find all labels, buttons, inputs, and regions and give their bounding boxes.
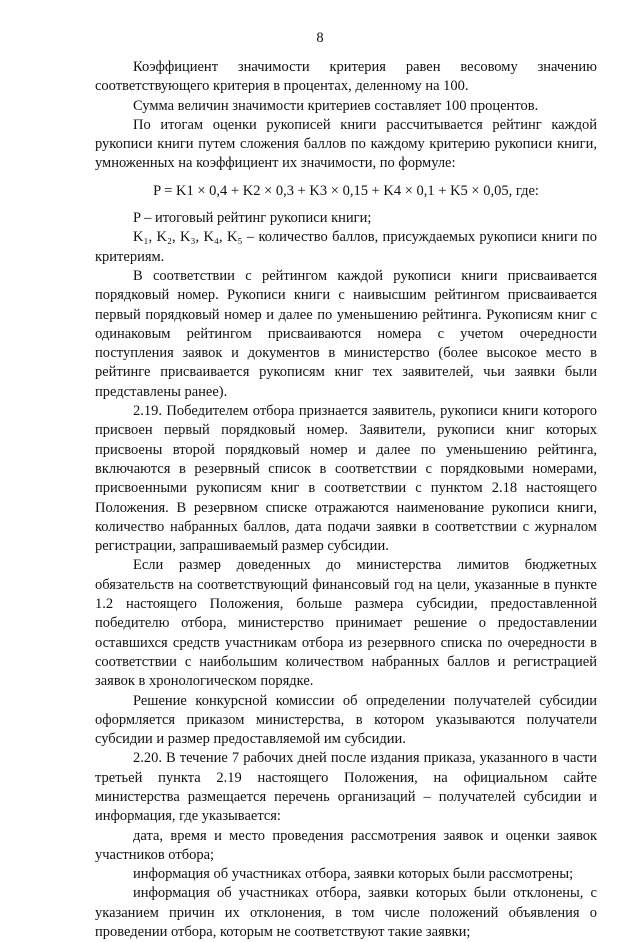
document-body — [95, 58, 597, 942]
list-item-reviewed-applications: информация об участниках отбора, заявки которых были рассмотрены; — [133, 866, 574, 883]
paragraph-2-20-publication: 2.20. В течение 7 рабочих дней после издания приказа, указанного в части третьей пункта 2.19 настоящего Положения, на официальном сайте министерства размещается перечень организаций – получателей субсидии и информация, где указывается: — [95, 750, 597, 825]
rating-formula: P = K1 × 0,4 + K2 × 0,3 + K3 × 0,15 + K4 × 0,1 + K5 × 0,05, где: — [153, 182, 539, 199]
paragraph-significance-coefficient: Коэффициент значимости критерия равен весовому значению соответствующего критерия в процентах, деленному на 100. — [95, 59, 597, 95]
paragraph-rating-calculation: По итогам оценки рукописей книги рассчитывается рейтинг каждой рукописи книги путем сложения баллов по каждому критерию рукописи книги, умноженных на коэффициент их значимости, по формуле: — [95, 116, 597, 172]
page-number: 8 — [316, 30, 324, 46]
paragraph-significance-sum: Сумма величин значимости критериев составляет 100 процентов. — [133, 97, 539, 114]
paragraph-2-19-winner: 2.19. Победителем отбора признается заявитель, рукописи книги которого присвоен первый порядковый номер. Заявители, рукописи книг которых присвоены второй порядковый номер и далее по уменьшению рейтинга, включаются в резервный список в соответствии с порядковыми номерами, присвоенными рукописям книг в соответствии с пунктом 2.18 настоящего Положения. В резервном списке отражаются наименование рукописи книги, количество набранных баллов, дата подачи заявки в соответствии с журналом регистрации, запрашиваемый размер субсидии. — [95, 403, 597, 555]
paragraph-formula-k-definition: K₁, K₂, K₃, K₄, K₅ – количество баллов, присуждаемых рукописи книги по критериям. — [95, 229, 597, 265]
paragraph-remaining-funds: Если размер доведенных до министерства лимитов бюджетных обязательств на соответствующий финансовый год на цели, указанные в пункте 1.2 настоящего Положения, больше размера субсидии, предоставленной победителю отбора, министерство принимает решение о предоставлении оставшихся средств участникам отбора из резервного списка по очередности в соответствии с наибольшим количеством набранных баллов и регистрацией заявок в хронологическом порядке. — [95, 557, 597, 690]
list-item-date-time-place: дата, время и место проведения рассмотрения заявок и оценки заявок участников отбора; — [95, 827, 597, 863]
paragraph-ordinal-number: В соответствии с рейтингом каждой рукописи книги присваивается порядковый номер. Рукописи книги с наивысшим рейтингом присваивается первый порядковый номер и далее по уменьшению рейтинга. Рукописям книг с одинаковым рейтингом присваиваются номера с учетом очередности поступления заявок и документов в министерство (более высокое место в рейтинге присваивается рукописям книг тех заявителей, чьи заявки были представлены ранее). — [95, 267, 597, 400]
list-item-rejected-applications: информация об участниках отбора, заявки которых были отклонены, с указанием причин их отклонения, в том числе положений объявления о проведении отбора, которым не соответствуют такие заявки; — [95, 885, 597, 941]
paragraph-formula-p-definition: P – итоговый рейтинг рукописи книги; — [133, 210, 372, 227]
paragraph-commission-decision: Решение конкурсной комиссии об определении получателей субсидии оформляется приказом министерства, в котором указываются получатели субсидии и размер предоставляемой им субсидии. — [95, 692, 597, 748]
